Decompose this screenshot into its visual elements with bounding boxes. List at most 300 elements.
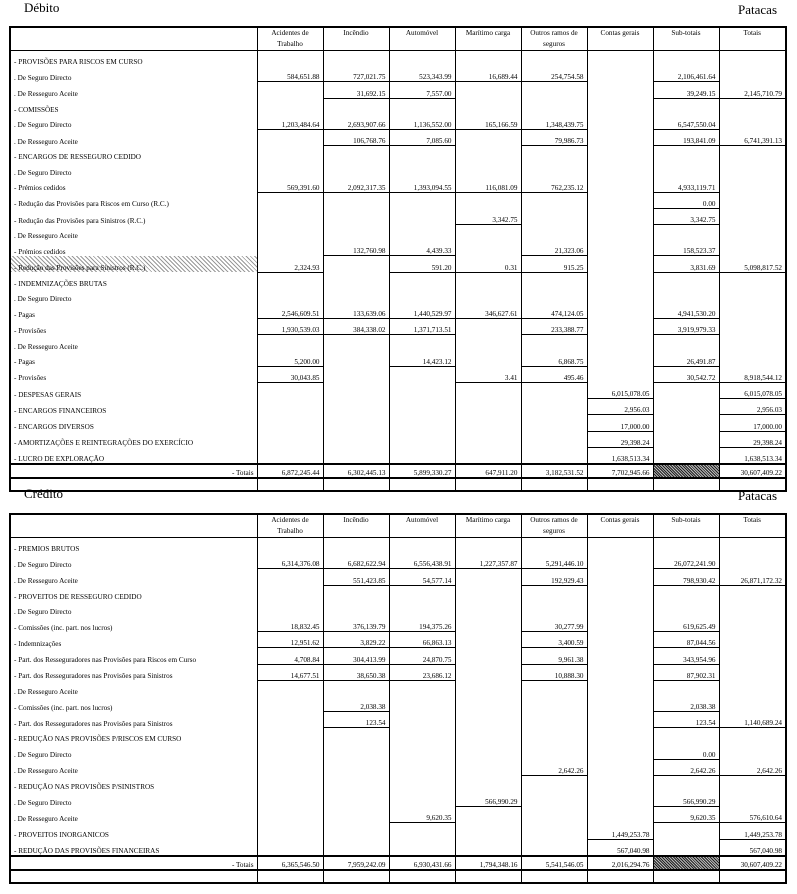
table-row	[10, 335, 786, 351]
value-cell	[521, 225, 587, 241]
value-cell	[257, 538, 323, 554]
value-cell	[323, 585, 389, 601]
value-cell	[257, 51, 323, 67]
value-cell	[521, 382, 587, 398]
value-cell: 26,072,241.90	[653, 553, 719, 569]
value-cell	[719, 240, 786, 256]
value-cell	[587, 98, 653, 114]
header-row	[10, 514, 786, 538]
blank-cell	[719, 870, 786, 883]
total-value-cell: 6,872,245.44	[257, 464, 323, 478]
table-row	[10, 272, 786, 288]
value-cell: 38,650.38	[323, 664, 389, 680]
value-cell	[719, 51, 786, 67]
value-cell	[653, 146, 719, 162]
total-value-cell: 647,911.20	[455, 464, 521, 478]
value-cell: 584,651.88	[257, 66, 323, 82]
value-cell: 2,038.38	[323, 696, 389, 712]
value-cell	[653, 728, 719, 744]
value-cell: 3,342.75	[653, 208, 719, 224]
table-row	[10, 616, 786, 632]
value-cell	[455, 680, 521, 696]
value-cell	[389, 399, 455, 415]
value-cell: 2,038.38	[653, 696, 719, 712]
value-cell: 79,986.73	[521, 129, 587, 145]
blank-cell	[257, 870, 323, 883]
value-cell	[257, 240, 323, 256]
value-cell	[653, 601, 719, 616]
row-label: . De Seguro Directo	[10, 791, 257, 807]
table-row	[10, 431, 786, 447]
value-cell	[653, 538, 719, 554]
value-cell	[323, 415, 389, 431]
value-cell: 26,871,172.32	[719, 569, 786, 585]
value-cell: 1,140,689.24	[719, 712, 786, 728]
value-cell	[455, 616, 521, 632]
value-cell: 0.00	[653, 192, 719, 208]
value-cell	[323, 823, 389, 839]
value-cell: 12,951.62	[257, 632, 323, 648]
value-cell: 495.46	[521, 366, 587, 382]
row-label: - Redução das Provisões para Sinistros (R.C.)	[10, 208, 257, 224]
total-value-cell: 2,016,294.76	[587, 856, 653, 870]
value-cell	[521, 823, 587, 839]
value-cell: 233,388.77	[521, 319, 587, 335]
value-cell	[521, 208, 587, 224]
value-cell: 5,291,446.10	[521, 553, 587, 569]
value-cell	[389, 415, 455, 431]
value-cell	[323, 51, 389, 67]
value-cell	[389, 791, 455, 807]
value-cell	[521, 791, 587, 807]
totals-row	[10, 464, 786, 478]
value-cell	[257, 447, 323, 464]
value-cell	[323, 192, 389, 208]
value-cell	[587, 303, 653, 319]
value-cell	[521, 415, 587, 431]
value-cell	[719, 98, 786, 114]
value-cell: 116,081.09	[455, 177, 521, 193]
value-cell: 0.31	[455, 256, 521, 272]
value-cell	[455, 288, 521, 303]
value-cell	[719, 114, 786, 130]
value-cell: 9,620.35	[389, 807, 455, 823]
value-cell	[587, 146, 653, 162]
row-label: - Provisões	[10, 366, 257, 382]
table-row	[10, 366, 786, 382]
value-cell	[587, 335, 653, 351]
value-cell: 6,556,438.91	[389, 553, 455, 569]
value-cell	[587, 351, 653, 367]
value-cell	[719, 177, 786, 193]
value-cell: 254,754.58	[521, 66, 587, 82]
totals-label: - Totais	[10, 856, 257, 870]
totals-row	[10, 856, 786, 870]
hatched-cell	[653, 464, 719, 478]
blank-cell	[389, 478, 455, 491]
value-cell	[719, 303, 786, 319]
value-cell	[587, 743, 653, 759]
value-cell	[323, 146, 389, 162]
value-cell: 1,449,253.78	[587, 823, 653, 839]
value-cell	[257, 743, 323, 759]
value-cell	[653, 447, 719, 464]
value-cell	[653, 839, 719, 856]
column-header: Totais	[719, 27, 786, 51]
value-cell: 29,398.24	[719, 431, 786, 447]
table-row	[10, 680, 786, 696]
value-cell: 3,829.22	[323, 632, 389, 648]
row-label: . De Seguro Directo	[10, 601, 257, 616]
value-cell	[455, 225, 521, 241]
value-cell: 9,961.38	[521, 648, 587, 664]
value-cell	[257, 775, 323, 791]
value-cell: 2,324.93	[257, 256, 323, 272]
table-row	[10, 553, 786, 569]
value-cell	[389, 335, 455, 351]
table-row	[10, 712, 786, 728]
value-cell	[389, 192, 455, 208]
value-cell	[323, 366, 389, 382]
value-cell	[719, 696, 786, 712]
value-cell	[587, 807, 653, 823]
blank-cell	[257, 478, 323, 491]
value-cell	[455, 664, 521, 680]
value-cell	[719, 335, 786, 351]
totals-label: - Totais	[10, 464, 257, 478]
value-cell	[455, 569, 521, 585]
table-row	[10, 146, 786, 162]
value-cell: 1,449,253.78	[719, 823, 786, 839]
value-cell	[455, 696, 521, 712]
value-cell	[521, 775, 587, 791]
value-cell: 1,348,439.75	[521, 114, 587, 130]
value-cell	[719, 553, 786, 569]
total-value-cell: 3,182,531.52	[521, 464, 587, 478]
value-cell	[653, 335, 719, 351]
value-cell	[389, 680, 455, 696]
value-cell: 30,043.85	[257, 366, 323, 382]
value-cell: 2,642.26	[521, 759, 587, 775]
value-cell	[587, 366, 653, 382]
value-cell	[587, 129, 653, 145]
column-header: Acidentes de Trabalho	[257, 514, 323, 538]
value-cell: 576,610.64	[719, 807, 786, 823]
value-cell	[455, 728, 521, 744]
value-cell	[455, 601, 521, 616]
value-cell	[455, 129, 521, 145]
row-label: . De Resseguro Aceite	[10, 82, 257, 98]
table-row	[10, 759, 786, 775]
value-cell	[389, 161, 455, 176]
value-cell: 2,956.03	[719, 399, 786, 415]
value-cell: 2,642.26	[719, 759, 786, 775]
value-cell	[521, 431, 587, 447]
total-value-cell: 6,930,431.66	[389, 856, 455, 870]
row-label: . De Resseguro Aceite	[10, 225, 257, 241]
value-cell	[455, 743, 521, 759]
debit-title: Débito	[24, 0, 60, 15]
value-cell	[257, 680, 323, 696]
value-cell	[587, 632, 653, 648]
row-label: . De Resseguro Aceite	[10, 680, 257, 696]
value-cell: 523,343.99	[389, 66, 455, 82]
value-cell	[389, 98, 455, 114]
blank-cell	[521, 870, 587, 883]
value-cell	[389, 775, 455, 791]
blank-cell	[587, 478, 653, 491]
value-cell	[389, 382, 455, 398]
table-row	[10, 319, 786, 335]
value-cell	[587, 82, 653, 98]
value-cell	[257, 129, 323, 145]
value-cell: 192,929.43	[521, 569, 587, 585]
value-cell	[389, 696, 455, 712]
value-cell	[719, 648, 786, 664]
value-cell	[389, 288, 455, 303]
value-cell	[521, 98, 587, 114]
total-value-cell: 30,607,409.22	[719, 464, 786, 478]
value-cell	[455, 98, 521, 114]
value-cell: 2,956.03	[587, 399, 653, 415]
value-cell: 619,625.49	[653, 616, 719, 632]
value-cell	[389, 759, 455, 775]
value-cell	[323, 272, 389, 288]
blank-row	[10, 870, 786, 883]
row-label: - Prémios cedidos	[10, 240, 257, 256]
value-cell	[521, 192, 587, 208]
value-cell	[455, 146, 521, 162]
table-row	[10, 664, 786, 680]
row-label: - PROVEITOS DE RESSEGURO CEDIDO	[10, 585, 257, 601]
value-cell	[323, 538, 389, 554]
value-cell	[653, 431, 719, 447]
value-cell: 2,106,461.64	[653, 66, 719, 82]
column-header: Incêndio	[323, 27, 389, 51]
value-cell	[587, 240, 653, 256]
header-blank	[10, 514, 257, 538]
blank-cell	[10, 870, 257, 883]
value-cell	[455, 335, 521, 351]
value-cell	[587, 192, 653, 208]
value-cell	[389, 601, 455, 616]
value-cell	[389, 146, 455, 162]
value-cell	[257, 382, 323, 398]
value-cell	[587, 728, 653, 744]
blank-cell	[455, 478, 521, 491]
value-cell	[587, 161, 653, 176]
value-cell: 3,831.69	[653, 256, 719, 272]
row-label: - INDEMNIZAÇÕES BRUTAS	[10, 272, 257, 288]
value-cell	[653, 680, 719, 696]
value-cell: 6,015,078.05	[719, 382, 786, 398]
blank-cell	[389, 870, 455, 883]
value-cell	[257, 839, 323, 856]
value-cell: 5,200.00	[257, 351, 323, 367]
value-cell	[587, 585, 653, 601]
value-cell	[719, 146, 786, 162]
header-blank	[10, 27, 257, 51]
value-cell	[455, 823, 521, 839]
value-cell	[719, 225, 786, 241]
value-cell	[521, 538, 587, 554]
value-cell: 31,692.15	[323, 82, 389, 98]
table-row	[10, 192, 786, 208]
row-label: . De Seguro Directo	[10, 288, 257, 303]
row-label: . De Seguro Directo	[10, 161, 257, 176]
blank-cell	[521, 478, 587, 491]
value-cell	[653, 399, 719, 415]
debit-unit-label: Patacas	[738, 2, 777, 17]
value-cell	[521, 696, 587, 712]
value-cell	[653, 51, 719, 67]
value-cell	[719, 601, 786, 616]
value-cell: 7,557.00	[389, 82, 455, 98]
value-cell	[653, 823, 719, 839]
row-label: - DESPESAS GERAIS	[10, 382, 257, 398]
value-cell	[587, 288, 653, 303]
value-cell	[323, 791, 389, 807]
value-cell: 1,203,484.64	[257, 114, 323, 130]
column-header: Totais	[719, 514, 786, 538]
row-label: . De Seguro Directo	[10, 66, 257, 82]
value-cell: 1,227,357.87	[455, 553, 521, 569]
row-label: - Redução das Provisões para Sinistros (R.C.)	[10, 256, 257, 272]
value-cell: 87,044.56	[653, 632, 719, 648]
value-cell	[455, 839, 521, 856]
value-cell	[653, 382, 719, 398]
value-cell	[455, 632, 521, 648]
value-cell	[257, 712, 323, 728]
column-header: Incêndio	[323, 514, 389, 538]
row-label: - Comissões (inc. part. nos lucros)	[10, 616, 257, 632]
table-row	[10, 161, 786, 176]
value-cell: 6,314,376.08	[257, 553, 323, 569]
table-row	[10, 743, 786, 759]
value-cell: 17,000.00	[587, 415, 653, 431]
value-cell	[389, 431, 455, 447]
column-header: Contas gerais	[587, 27, 653, 51]
value-cell: 14,423.12	[389, 351, 455, 367]
value-cell: 21,323.06	[521, 240, 587, 256]
value-cell	[653, 161, 719, 176]
row-label: - COMISSÕES	[10, 98, 257, 114]
value-cell	[257, 225, 323, 241]
value-cell	[257, 415, 323, 431]
value-cell: 474,124.05	[521, 303, 587, 319]
total-value-cell: 6,302,445.13	[323, 464, 389, 478]
value-cell: 727,021.75	[323, 66, 389, 82]
value-cell	[587, 538, 653, 554]
table-row	[10, 823, 786, 839]
value-cell	[587, 225, 653, 241]
value-cell	[719, 66, 786, 82]
value-cell	[323, 728, 389, 744]
value-cell: 567,040.98	[587, 839, 653, 856]
value-cell: 4,933,119.71	[653, 177, 719, 193]
value-cell	[719, 208, 786, 224]
value-cell	[521, 272, 587, 288]
value-cell	[521, 146, 587, 162]
row-label: . De Resseguro Aceite	[10, 129, 257, 145]
value-cell	[257, 791, 323, 807]
value-cell: 4,941,530.20	[653, 303, 719, 319]
column-header: Contas gerais	[587, 514, 653, 538]
value-cell	[719, 351, 786, 367]
value-cell	[389, 743, 455, 759]
table-row	[10, 225, 786, 241]
table-row	[10, 728, 786, 744]
value-cell	[587, 319, 653, 335]
value-cell: 14,677.51	[257, 664, 323, 680]
table-row	[10, 240, 786, 256]
value-cell: 9,620.35	[653, 807, 719, 823]
column-header: Sub-totais	[653, 514, 719, 538]
value-cell: 29,398.24	[587, 431, 653, 447]
row-label: - REDUÇÃO DAS PROVISÕES FINANCEIRAS	[10, 839, 257, 856]
value-cell	[389, 585, 455, 601]
value-cell	[389, 51, 455, 67]
row-label: - Part. dos Resseguradores nas Provisões para Sinistros	[10, 712, 257, 728]
blank-cell	[323, 478, 389, 491]
value-cell	[455, 807, 521, 823]
value-cell: 23,686.12	[389, 664, 455, 680]
value-cell	[653, 775, 719, 791]
value-cell: 16,689.44	[455, 66, 521, 82]
row-label: - AMORTIZAÇÕES E REINTEGRAÇÕES DO EXERCÍCIO	[10, 431, 257, 447]
value-cell: 384,338.02	[323, 319, 389, 335]
value-cell: 6,547,550.04	[653, 114, 719, 130]
value-cell	[323, 288, 389, 303]
value-cell: 6,015,078.05	[587, 382, 653, 398]
value-cell	[257, 601, 323, 616]
value-cell	[521, 335, 587, 351]
row-label: . De Seguro Directo	[10, 114, 257, 130]
value-cell	[455, 538, 521, 554]
value-cell	[455, 759, 521, 775]
value-cell	[719, 272, 786, 288]
row-label: - Part. dos Resseguradores nas Provisões para Riscos em Curso	[10, 648, 257, 664]
value-cell	[521, 712, 587, 728]
value-cell: 2,092,317.35	[323, 177, 389, 193]
value-cell	[323, 601, 389, 616]
value-cell	[719, 680, 786, 696]
blank-row	[10, 478, 786, 491]
row-label: - Part. dos Resseguradores nas Provisões para Sinistros	[10, 664, 257, 680]
row-label: - Redução das Provisões para Riscos em Curso (R.C.)	[10, 192, 257, 208]
value-cell	[719, 161, 786, 176]
table-row	[10, 351, 786, 367]
row-label: - REDUÇÃO NAS PROVISÕES P/RISCOS EM CURSO	[10, 728, 257, 744]
value-cell: 915.25	[521, 256, 587, 272]
value-cell: 26,491.87	[653, 351, 719, 367]
total-value-cell: 5,541,546.05	[521, 856, 587, 870]
table-row	[10, 632, 786, 648]
table-row	[10, 569, 786, 585]
value-cell	[257, 399, 323, 415]
row-label: - PREMIOS BRUTOS	[10, 538, 257, 554]
value-cell	[389, 712, 455, 728]
value-cell	[389, 447, 455, 464]
value-cell	[521, 447, 587, 464]
value-cell	[389, 839, 455, 856]
value-cell	[719, 319, 786, 335]
value-cell	[323, 225, 389, 241]
value-cell	[323, 335, 389, 351]
value-cell	[257, 98, 323, 114]
value-cell	[521, 680, 587, 696]
table-row	[10, 585, 786, 601]
